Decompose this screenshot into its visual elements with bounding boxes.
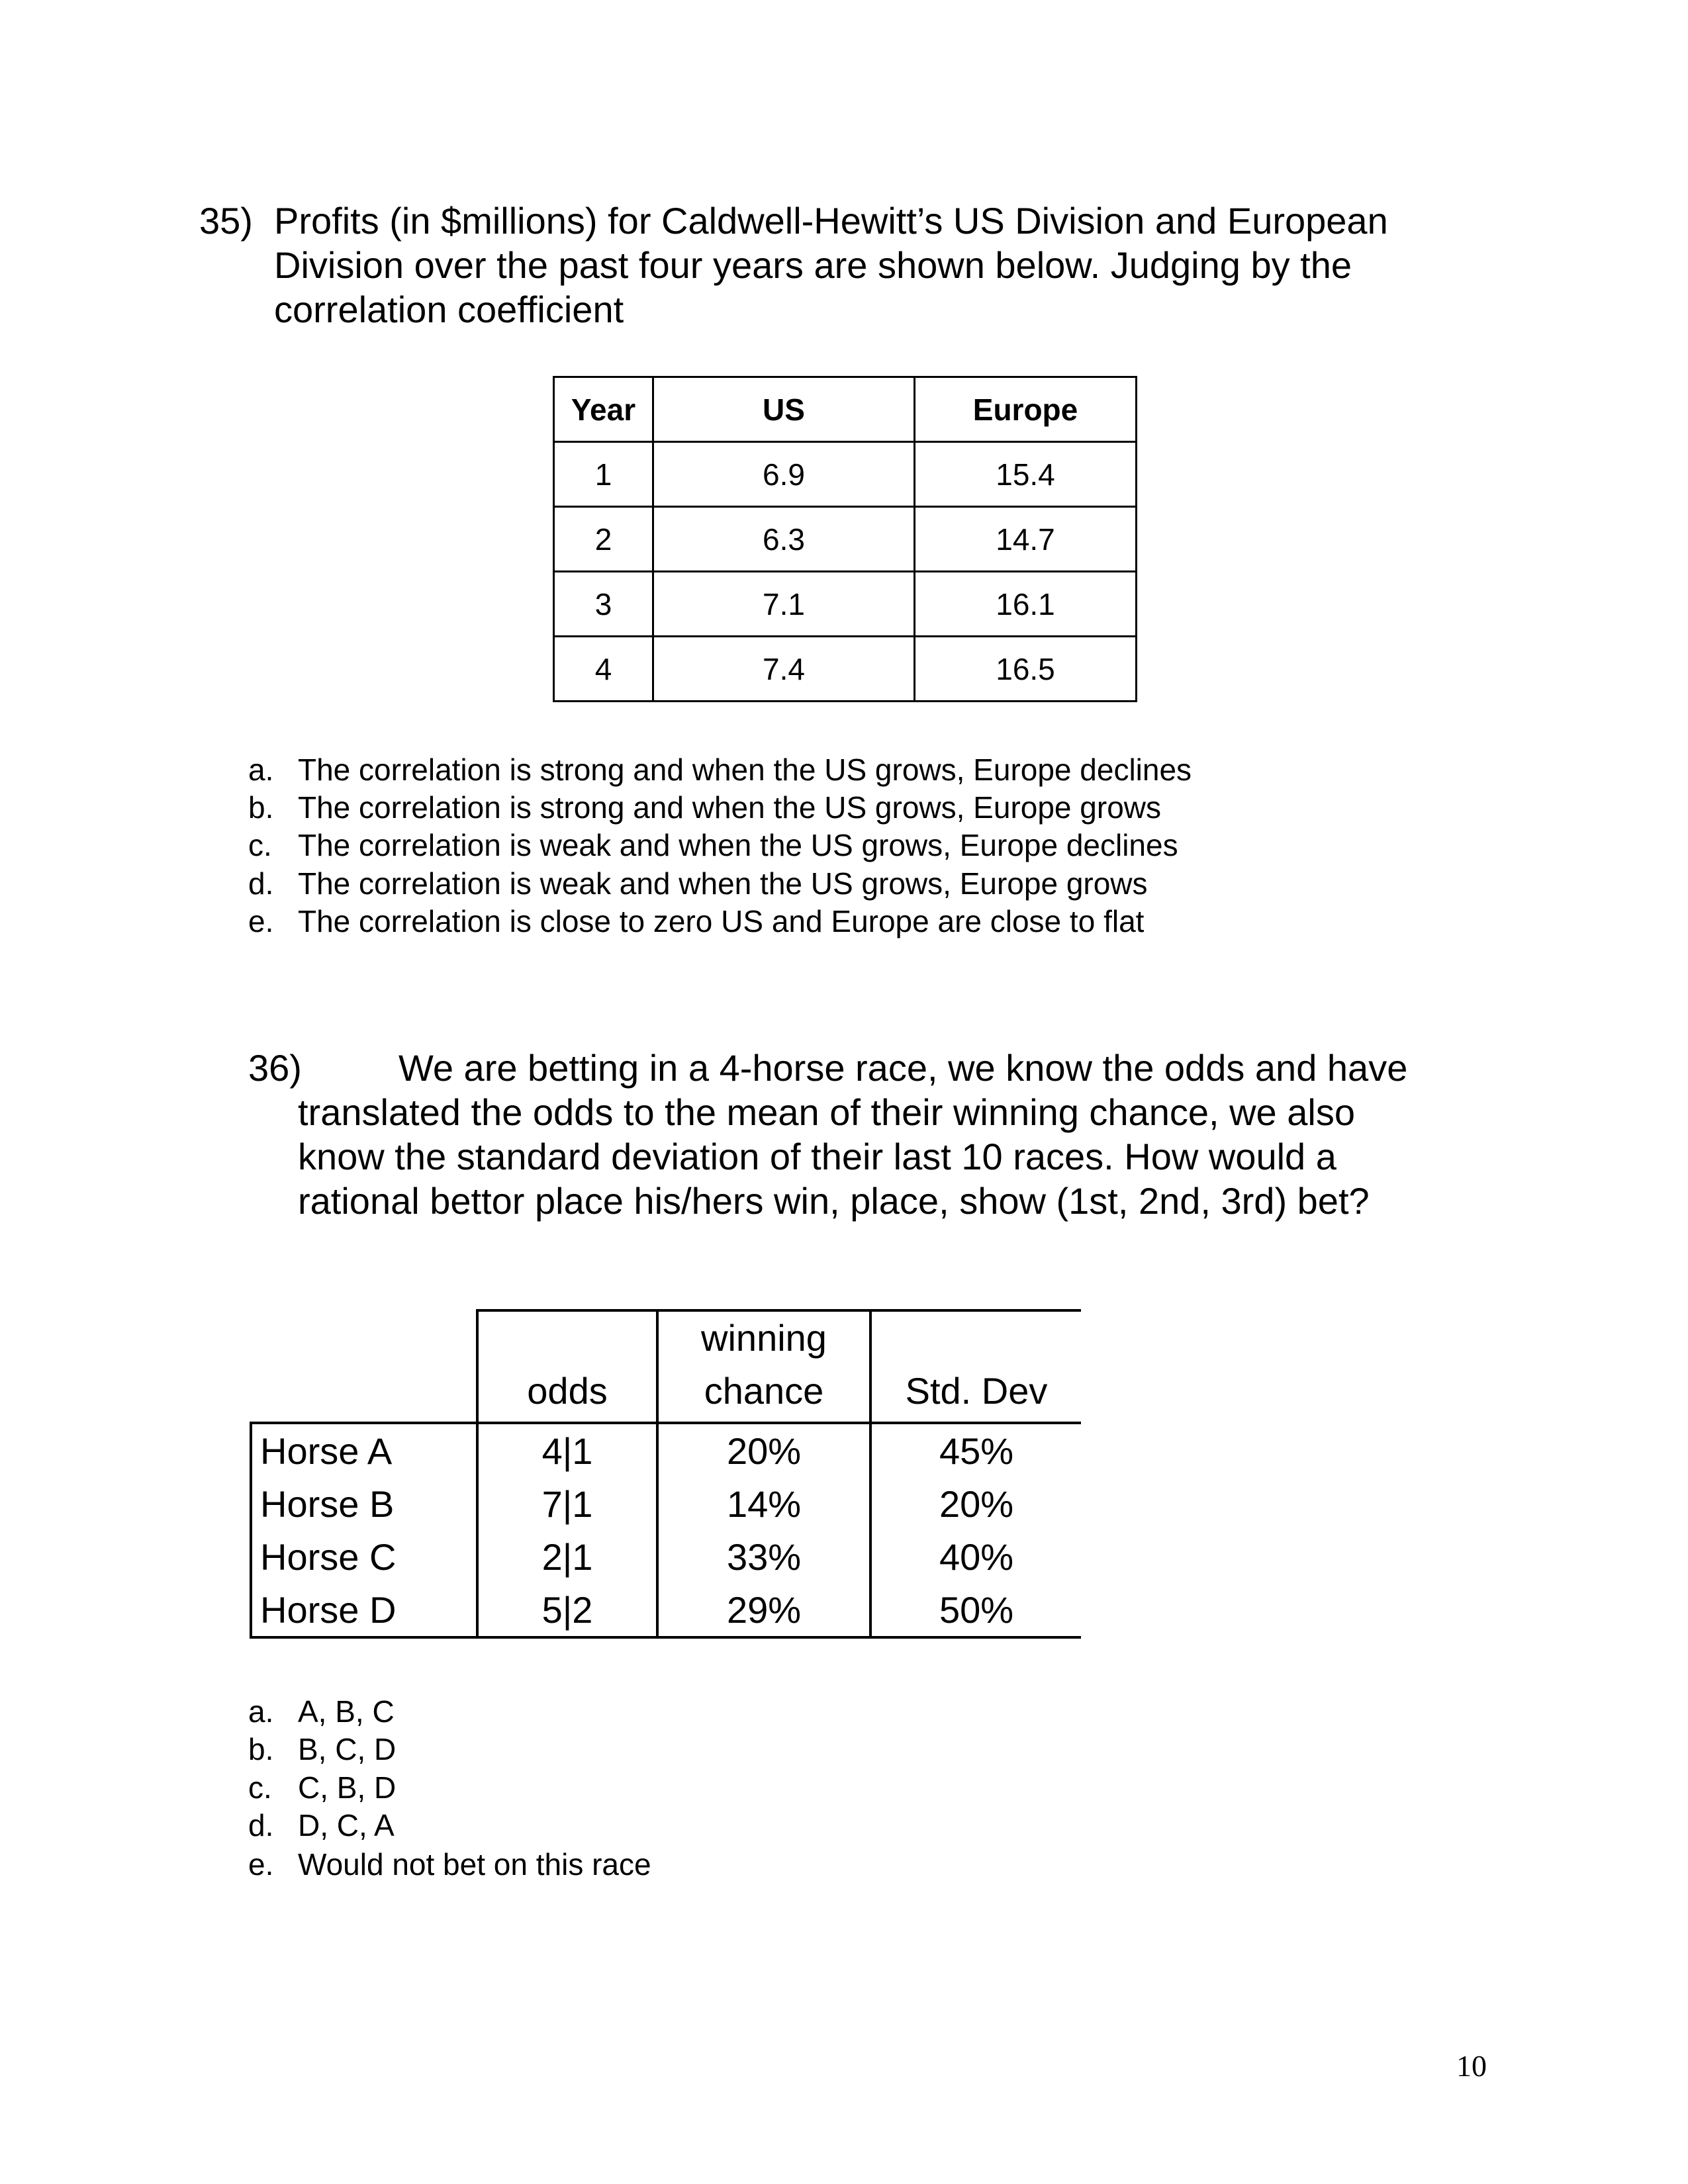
q36-line-2: translated the odds to the mean of their winning chance, we also [298,1091,1355,1133]
table-row [251,1583,1081,1637]
cell: 15.4 [915,442,1137,507]
q35-line-1: Profits (in $millions) for Caldwell-Hewitt’s US Division and European [274,200,1388,242]
table-row [554,507,1137,572]
cell: 14.7 [915,507,1137,572]
cell: 20% [939,1482,1014,1525]
cell: 3 [554,572,653,637]
horse-name: Horse C [251,1530,477,1583]
header-year: Year [554,377,653,442]
q35-number: 35) [199,200,253,242]
q36-option-d-letter: d. [248,1808,274,1843]
header-us: US [653,377,915,442]
q36-option-a: A, B, C [298,1694,395,1729]
header-empty [251,1310,477,1423]
cell: 20% [657,1423,870,1477]
header-winning: winning [701,1317,827,1359]
q35-option-b-letter: b. [248,790,274,825]
cell: 1 [554,442,653,507]
table-header-row [554,377,1137,442]
header-std-dev: Std. Dev [870,1310,1081,1423]
q36-option-c-letter: c. [248,1770,272,1805]
q35-line-3: correlation coefficient [274,289,624,330]
table-row [251,1530,1081,1583]
cell: 7|1 [477,1477,657,1530]
q36-line-3: know the standard deviation of their last 10 races. How would a [298,1136,1336,1177]
cell: 16.5 [915,637,1137,702]
q36-option-c: C, B, D [298,1770,397,1805]
cell: 29% [657,1583,870,1637]
table-row [251,1477,1081,1530]
cell: 2 [554,507,653,572]
q35-option-c-letter: c. [248,828,272,862]
cell: 33% [657,1530,870,1583]
q36-option-e-letter: e. [248,1847,274,1882]
cell: 16.1 [915,572,1137,637]
q36-line-1: We are betting in a 4-horse race, we know the odds and have [399,1047,1408,1089]
q36-option-b-letter: b. [248,1732,274,1766]
q35-option-b: The correlation is strong and when the US grows, Europe grows [298,790,1161,825]
q35-option-e: The correlation is close to zero US and Europe are close to flat [298,904,1145,938]
horse-name: Horse D [251,1583,477,1637]
cell: 6.3 [653,507,915,572]
q36-number: 36) [248,1047,302,1089]
header-europe: Europe [915,377,1137,442]
cell: 7.4 [653,637,915,702]
horse-name: Horse A [251,1423,477,1477]
q36-option-b: B, C, D [298,1732,397,1766]
cell: 7.1 [653,572,915,637]
q36-option-e: Would not bet on this race [298,1847,651,1882]
table-row [554,572,1137,637]
header-odds: odds [477,1310,657,1423]
cell: 2|1 [477,1530,657,1583]
q36-line-4: rational bettor place his/hers win, place, show (1st, 2nd, 3rd) bet? [298,1180,1370,1222]
table-header-row [251,1310,1081,1423]
cell: 6.9 [653,442,915,507]
q35-option-c: The correlation is weak and when the US grows, Europe declines [298,828,1178,862]
q36-option-d: D, C, A [298,1808,395,1843]
horse-odds-table [250,1309,1081,1639]
q35-option-a-letter: a. [248,752,274,787]
q36-option-a-letter: a. [248,1694,274,1729]
q35-option-d: The correlation is weak and when the US grows, Europe grows [298,866,1148,901]
q35-option-e-letter: e. [248,904,274,938]
cell: 14% [657,1477,870,1530]
cell: 45% [939,1430,1014,1472]
cell: 40% [939,1535,1014,1578]
table-row [554,637,1137,702]
header-winning-chance [657,1310,870,1423]
table-row [554,442,1137,507]
page-number: 10 [1456,2049,1487,2083]
q35-option-a: The correlation is strong and when the US grows, Europe declines [298,752,1192,787]
table-row [251,1423,1081,1477]
q35-line-2: Division over the past four years are shown below. Judging by the [274,244,1352,286]
cell: 50% [870,1583,1081,1637]
q35-option-d-letter: d. [248,866,274,901]
cell: 4|1 [477,1423,657,1477]
header-chance: chance [704,1370,824,1412]
horse-name: Horse B [251,1477,477,1530]
cell: 4 [554,637,653,702]
cell: 5|2 [477,1583,657,1637]
profits-table [553,376,1137,702]
